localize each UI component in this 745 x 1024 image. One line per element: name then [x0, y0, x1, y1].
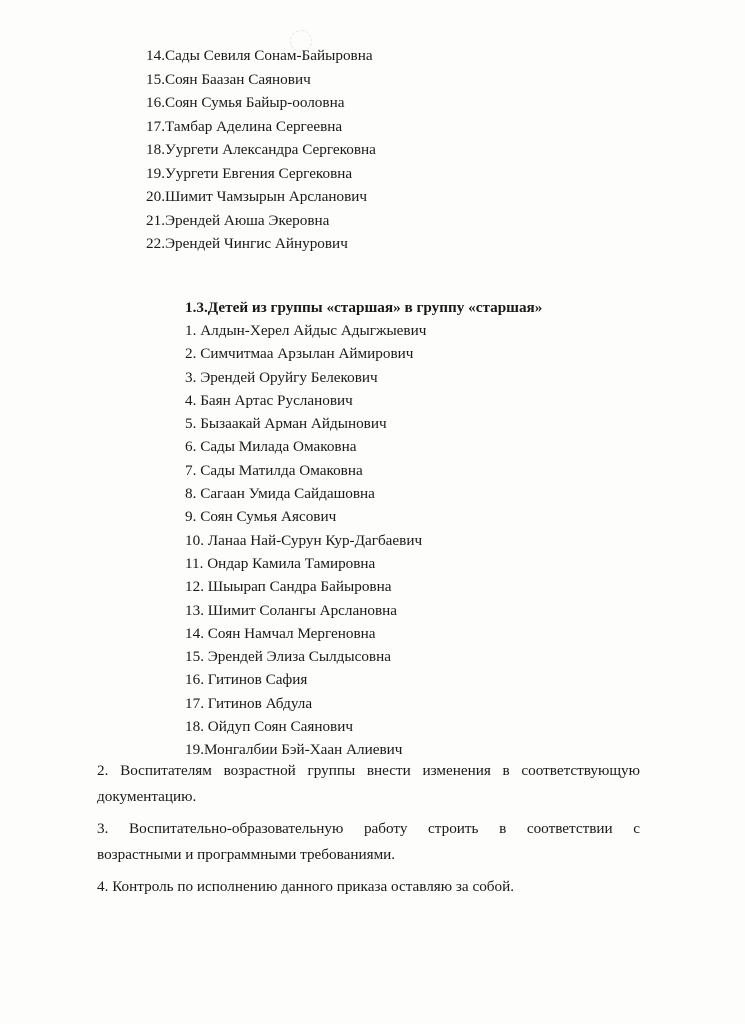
list-item: 11. Ондар Камила Тамировна [185, 554, 376, 572]
list-item: 13. Шимит Солангы Арслановна [185, 601, 397, 619]
paragraph-line: 4. Контроль по исполнению данного приказа оставляю за собой. [97, 878, 515, 895]
list-item: 3. Эрендей Оруйгу Белекович [185, 368, 378, 386]
list-item: 8. Сагаан Умида Сайдашовна [185, 485, 375, 503]
list-item: 7. Сады Матилда Омаковна [185, 461, 363, 479]
list-item: 9. Соян Сумья Аясович [185, 508, 337, 526]
list-item: 18. Ойдуп Соян Саянович [185, 718, 353, 736]
list-item: 22.Эрендей Чингис Айнурович [146, 235, 348, 252]
paragraph-item-3 [97, 816, 640, 868]
paragraph-line: документацию. [97, 788, 197, 805]
list-item: 15. Эрендей Элиза Сылдысовна [185, 648, 391, 666]
list-item: 12. Шыырап Сандра Байыровна [185, 578, 392, 596]
list-item: 6. Сады Милада Омаковна [185, 438, 357, 456]
section-heading: 1.3.Детей из группы «старшая» в группу «старшая» [185, 299, 543, 316]
paragraph-item-4 [97, 874, 640, 900]
list-item: 1. Алдын-Херел Айдыс Адыгжыевич [185, 322, 427, 339]
paragraph-item-2 [97, 758, 640, 810]
children-list-continued [146, 44, 376, 256]
list-item: 4. Баян Артас Русланович [185, 391, 353, 409]
list-item: 21.Эрендей Аюша Экеровна [146, 211, 330, 229]
paragraph-line: 2. Воспитателям возрастной группы внести изменения в соответствующую [97, 762, 640, 779]
list-item: 17. Гитинов Абдула [185, 694, 313, 712]
list-item: 15.Соян Баазан Саянович [146, 70, 311, 88]
paragraph-line: возрастными и программными требованиями. [97, 846, 396, 863]
children-list-senior [185, 319, 426, 762]
list-item: 2. Симчитмаа Арзылан Аймирович [185, 345, 414, 363]
list-item: 16. Гитинов Сафия [185, 671, 308, 689]
list-item: 19.Монгалбии Бэй-Хаан Алиевич [185, 741, 403, 759]
list-item: 19.Уургети Евгения Сергековна [146, 164, 353, 182]
list-item: 17.Тамбар Аделина Сергеевна [146, 117, 343, 135]
paragraph-line: 3. Воспитательно-образовательную работу строить в соответствии с [97, 820, 640, 837]
list-item: 20.Шимит Чамзырын Арсланович [146, 188, 368, 205]
list-item: 10. Ланаа Най-Сурун Кур-Дагбаевич [185, 531, 423, 549]
list-item: 16.Соян Сумья Байыр-ооловна [146, 94, 345, 111]
list-item: 18.Уургети Александра Сергековна [146, 141, 376, 158]
list-item: 14. Соян Намчал Мергеновна [185, 624, 376, 642]
list-item: 5. Бызаакай Арман Айдынович [185, 415, 387, 433]
list-item: 14.Сады Севиля Сонам-Байыровна [146, 47, 373, 64]
